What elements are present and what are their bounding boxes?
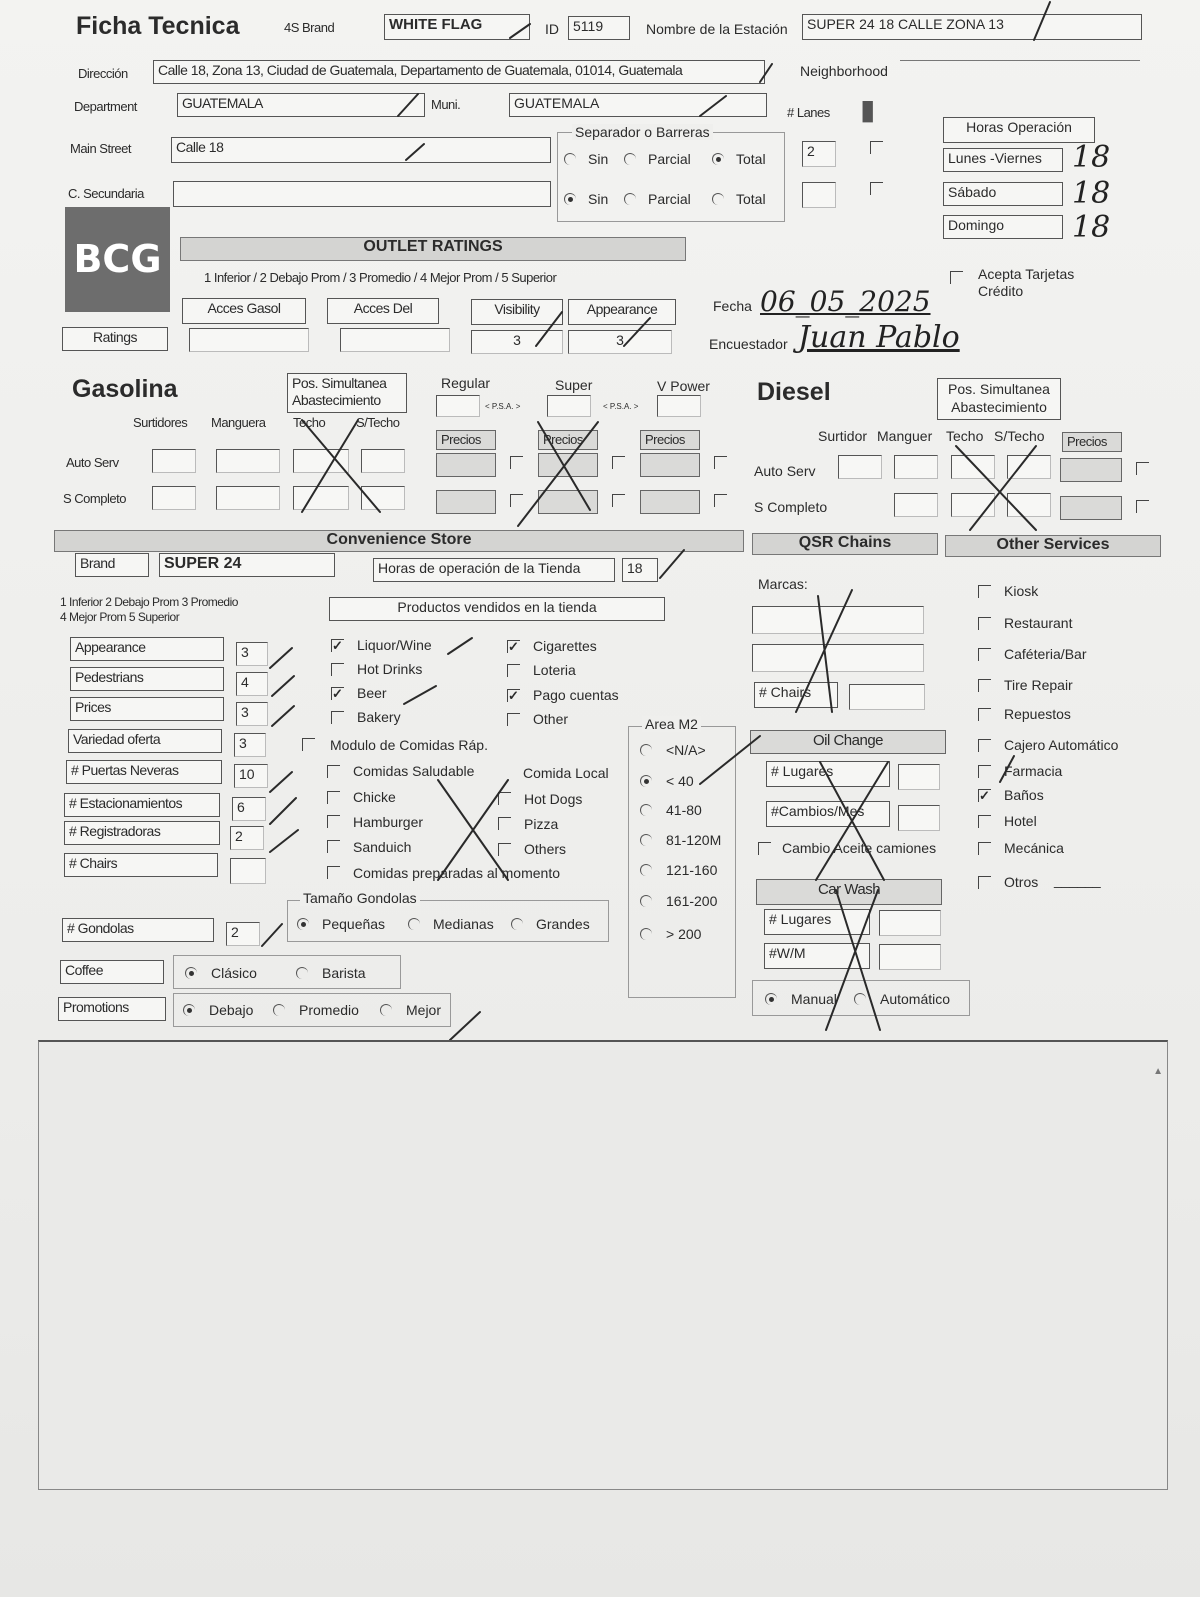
loteria-label: Loteria bbox=[533, 662, 576, 678]
size-small-label: Pequeñas bbox=[322, 916, 386, 932]
department-label: Department bbox=[74, 99, 137, 114]
rating-estacionamientos-label: # Estacionamientos bbox=[64, 793, 220, 817]
sep1-sin-label: Sin bbox=[588, 151, 609, 167]
size-medium-label: Medianas bbox=[433, 916, 494, 932]
brand-label: 4S Brand bbox=[284, 20, 335, 35]
outlet-ratings-header: OUTLET RATINGS bbox=[180, 237, 686, 261]
rating-appearance-label: Appearance bbox=[70, 637, 224, 661]
cw-automatico-label: Automático bbox=[880, 991, 951, 1007]
diesel-pos-simultanea: Pos. Simultanea Abastecimiento bbox=[937, 378, 1061, 420]
marcas-label: Marcas: bbox=[758, 576, 808, 592]
coffee-clasico-label: Clásico bbox=[211, 965, 257, 981]
weekday-hours-value[interactable]: 18 bbox=[1072, 140, 1111, 175]
rating-pedestrians-label: Pedestrians bbox=[70, 667, 224, 691]
cw-manual-label: Manual bbox=[791, 991, 837, 1007]
gondolas-field[interactable]: 2 bbox=[226, 922, 260, 946]
diesel-title: Diesel bbox=[757, 378, 831, 406]
department-field[interactable]: GUATEMALA bbox=[177, 93, 425, 117]
sep1-parcial-label: Parcial bbox=[648, 151, 691, 167]
area-gt200-label: > 200 bbox=[666, 926, 702, 942]
promo-promedio-label: Promedio bbox=[299, 1002, 359, 1018]
brand-field[interactable]: WHITE FLAG bbox=[384, 14, 530, 40]
beer-label: Beer bbox=[357, 685, 387, 701]
saturday-label: Sábado bbox=[943, 182, 1063, 206]
rating-puertas-label: # Puertas Neveras bbox=[66, 760, 222, 784]
svc-repuestos-label: Repuestos bbox=[1004, 706, 1071, 722]
sunday-hours-value[interactable]: 18 bbox=[1072, 210, 1111, 245]
qsr-chains-header: QSR Chains bbox=[752, 533, 938, 555]
secundaria-label: C. Secundaria bbox=[68, 186, 144, 201]
preparadas-label: Comidas preparadas al momento bbox=[353, 865, 560, 881]
rating-appearance-field[interactable]: 3 bbox=[236, 642, 268, 666]
rating-chairs-label: # Chairs bbox=[64, 853, 218, 877]
direccion-field[interactable]: Calle 18, Zona 13, Ciudad de Guatemala, Departamento de Guatemala, 01014, Guatemala bbox=[153, 60, 765, 84]
store-hours-label: Horas de operación de la Tienda bbox=[373, 558, 615, 582]
other-product-label: Other bbox=[533, 711, 569, 727]
precios-vpower-label: Precios bbox=[640, 430, 700, 450]
convenience-store-header: Convenience Store bbox=[54, 530, 744, 552]
svc-tire-label: Tire Repair bbox=[1004, 677, 1073, 693]
svc-banos-checkbox[interactable]: ✓ bbox=[979, 788, 990, 803]
main-street-label: Main Street bbox=[70, 141, 131, 156]
promotions-label: Promotions bbox=[58, 997, 166, 1021]
visibility-label: Visibility bbox=[471, 299, 563, 325]
diesel-col-surtidor: Surtidor bbox=[818, 428, 868, 444]
bcg-logo: BCG bbox=[65, 207, 170, 312]
area-81-120-label: 81-120M bbox=[666, 832, 722, 848]
fecha-label: Fecha bbox=[713, 298, 752, 314]
gas-s-completo-label: S Completo bbox=[63, 491, 126, 506]
rating-prices-label: Prices bbox=[70, 697, 224, 721]
gas-col-techo: Techo bbox=[293, 415, 326, 430]
comida-local-label: Comida Local bbox=[523, 765, 609, 781]
store-hours-field[interactable]: 18 bbox=[622, 558, 658, 582]
cigarettes-label: Cigarettes bbox=[533, 638, 597, 654]
rating-puertas-field[interactable]: 10 bbox=[234, 764, 268, 788]
hot-dogs-label: Hot Dogs bbox=[524, 791, 583, 807]
svc-banos-label: Baños bbox=[1004, 787, 1044, 803]
appearance-label: Appearance bbox=[568, 299, 676, 325]
precios-regular-label: Precios bbox=[436, 430, 496, 450]
area-na-label: <N/A> bbox=[666, 742, 706, 758]
liquor-checkbox[interactable]: ✓ bbox=[332, 638, 343, 653]
acepta-tarjetas-label: Acepta Tarjetas Crédito bbox=[978, 266, 1075, 299]
modulo-label: Modulo de Comidas Ráp. bbox=[330, 737, 488, 753]
rating-pedestrians-field[interactable]: 4 bbox=[236, 672, 268, 696]
qsr-chairs-label: # Chairs bbox=[754, 682, 838, 708]
chicke-label: Chicke bbox=[353, 789, 396, 805]
area-121-160-label: 121-160 bbox=[666, 862, 718, 878]
gondola-size-label: Tamaño Gondolas bbox=[300, 890, 420, 906]
oil-cambios-label: #Cambios/Mes bbox=[766, 801, 890, 827]
rating-estacionamientos-field[interactable]: 6 bbox=[232, 797, 266, 821]
area-41-80-label: 41-80 bbox=[666, 802, 702, 818]
car-wash-header: Car Wash bbox=[756, 879, 942, 905]
svc-hotel-label: Hotel bbox=[1004, 813, 1037, 829]
svc-cajero-label: Cajero Automático bbox=[1004, 737, 1119, 753]
hours-header: Horas Operación bbox=[943, 117, 1095, 143]
diesel-auto-serv-label: Auto Serv bbox=[754, 463, 816, 479]
psa-label-1: < P.S.A. > bbox=[485, 402, 521, 411]
sunday-label: Domingo bbox=[943, 215, 1063, 239]
separador-label: Separador o Barreras bbox=[572, 124, 713, 140]
hamburger-label: Hamburger bbox=[353, 814, 424, 830]
rating-variedad-field[interactable]: 3 bbox=[234, 733, 266, 757]
cw-wm-label: #W/M bbox=[764, 943, 870, 969]
encuestador-label: Encuestador bbox=[709, 336, 788, 352]
fecha-value[interactable]: 06_05_2025 bbox=[760, 285, 931, 318]
diesel-col-stecho: S/Techo bbox=[994, 428, 1045, 444]
sep2-sin-label: Sin bbox=[588, 191, 609, 207]
store-brand-label: Brand bbox=[75, 553, 149, 577]
diesel-col-manguer: Manguer bbox=[877, 428, 933, 444]
others-food-label: Others bbox=[524, 841, 567, 857]
visibility-field[interactable]: 3 bbox=[471, 330, 563, 354]
coffee-barista-label: Barista bbox=[322, 965, 366, 981]
cw-lugares-label: # Lugares bbox=[764, 909, 870, 935]
diesel-col-techo: Techo bbox=[946, 428, 984, 444]
saturday-hours-value[interactable]: 18 bbox=[1072, 176, 1111, 211]
beer-checkbox[interactable]: ✓ bbox=[332, 686, 343, 701]
gasolina-title: Gasolina bbox=[72, 375, 178, 403]
diesel-s-completo-label: S Completo bbox=[754, 499, 828, 515]
size-large-label: Grandes bbox=[536, 916, 590, 932]
regular-label: Regular bbox=[441, 375, 491, 391]
saludable-label: Comidas Saludable bbox=[353, 763, 475, 779]
svc-otros-label: Otros bbox=[1004, 874, 1039, 890]
area-label: Area M2 bbox=[642, 716, 701, 732]
sep1-total-label: Total bbox=[736, 151, 766, 167]
neighborhood-label: Neighborhood bbox=[800, 63, 888, 79]
precios-super-label: Precios bbox=[538, 430, 598, 450]
pago-cuentas-checkbox[interactable]: ✓ bbox=[508, 688, 519, 703]
gas-auto-serv-label: Auto Serv bbox=[66, 455, 119, 470]
lanes-row1-field[interactable]: 2 bbox=[802, 141, 836, 167]
svc-cafeteria-label: Caféteria/Bar bbox=[1004, 646, 1087, 662]
svc-kiosk-label: Kiosk bbox=[1004, 583, 1039, 599]
rating-registradoras-field[interactable]: 2 bbox=[230, 826, 264, 850]
id-label: ID bbox=[545, 21, 559, 37]
appearance-field[interactable]: 3 bbox=[568, 330, 672, 354]
area-161-200-label: 161-200 bbox=[666, 893, 718, 909]
products-header: Productos vendidos en la tienda bbox=[329, 597, 665, 621]
liquor-label: Liquor/Wine bbox=[357, 637, 432, 653]
pago-cuentas-label: Pago cuentas bbox=[533, 687, 619, 703]
muni-label: Muni. bbox=[431, 97, 461, 112]
svc-restaurant-label: Restaurant bbox=[1004, 615, 1073, 631]
page-title: Ficha Tecnica bbox=[76, 12, 240, 40]
gas-col-stecho: S/Techo bbox=[356, 415, 400, 430]
other-services-header: Other Services bbox=[945, 535, 1161, 557]
diesel-precios-label: Precios bbox=[1062, 432, 1122, 452]
gasolina-pos-simultanea: Pos. Simultanea Abastecimiento bbox=[287, 373, 407, 413]
acces-gasol-label: Acces Gasol bbox=[182, 298, 306, 324]
gas-col-surtidores: Surtidores bbox=[133, 415, 188, 430]
vpower-label: V Power bbox=[657, 378, 710, 394]
sanduich-label: Sanduich bbox=[353, 839, 412, 855]
acces-del-label: Acces Del bbox=[327, 298, 439, 324]
coffee-label: Coffee bbox=[60, 960, 164, 984]
svc-mecanica-label: Mecánica bbox=[1004, 840, 1064, 856]
gondolas-label: # Gondolas bbox=[62, 918, 214, 942]
pizza-label: Pizza bbox=[524, 816, 559, 832]
encuestador-value[interactable]: Juan Pablo bbox=[798, 320, 960, 355]
main-street-field[interactable]: Calle 18 bbox=[171, 137, 551, 163]
weekday-label: Lunes -Viernes bbox=[943, 148, 1063, 172]
svc-otros-line[interactable]: ______ bbox=[1054, 872, 1101, 888]
psa-label-2: < P.S.A. > bbox=[603, 402, 639, 411]
notes-area[interactable] bbox=[38, 1040, 1168, 1490]
store-scale-line1: 1 Inferior 2 Debajo Prom 3 Promedio bbox=[60, 595, 238, 609]
station-field[interactable]: SUPER 24 18 CALLE ZONA 13 bbox=[802, 14, 1142, 40]
super-label: Super bbox=[555, 377, 593, 393]
sep2-total-label: Total bbox=[736, 191, 766, 207]
camiones-label: Cambio Aceite camiones bbox=[782, 840, 937, 856]
svc-farmacia-label: Farmacia bbox=[1004, 763, 1063, 779]
traffic-light-icon: ▮ bbox=[860, 94, 876, 125]
promo-mejor-label: Mejor bbox=[406, 1002, 442, 1018]
station-label: Nombre de la Estación bbox=[646, 21, 788, 37]
direccion-label: Dirección bbox=[78, 66, 128, 81]
bakery-label: Bakery bbox=[357, 709, 401, 725]
oil-lugares-label: # Lugares bbox=[766, 761, 890, 787]
store-brand-field[interactable]: SUPER 24 bbox=[159, 553, 335, 577]
id-field[interactable]: 5119 bbox=[568, 16, 630, 40]
oil-change-header: Oil Change bbox=[750, 730, 946, 754]
rating-variedad-label: Variedad oferta bbox=[68, 729, 222, 753]
store-scale-line2: 4 Mejor Prom 5 Superior bbox=[60, 610, 180, 624]
hot-drinks-label: Hot Drinks bbox=[357, 661, 423, 677]
muni-field[interactable]: GUATEMALA bbox=[509, 93, 767, 117]
sep2-parcial-label: Parcial bbox=[648, 191, 691, 207]
ratings-label: Ratings bbox=[62, 327, 168, 351]
promo-debajo-label: Debajo bbox=[209, 1002, 254, 1018]
area-lt40-label: < 40 bbox=[666, 773, 694, 789]
outlet-scale: 1 Inferior / 2 Debajo Prom / 3 Promedio / 4 Mejor Prom / 5 Superior bbox=[204, 270, 557, 285]
rating-registradoras-label: # Registradoras bbox=[64, 821, 220, 845]
cigarettes-checkbox[interactable]: ✓ bbox=[508, 639, 519, 654]
scroll-up-icon[interactable]: ▲ bbox=[1153, 1066, 1163, 1077]
rating-prices-field[interactable]: 3 bbox=[236, 702, 268, 726]
gas-col-manguera: Manguera bbox=[211, 415, 266, 430]
lanes-label: # Lanes bbox=[787, 105, 830, 120]
